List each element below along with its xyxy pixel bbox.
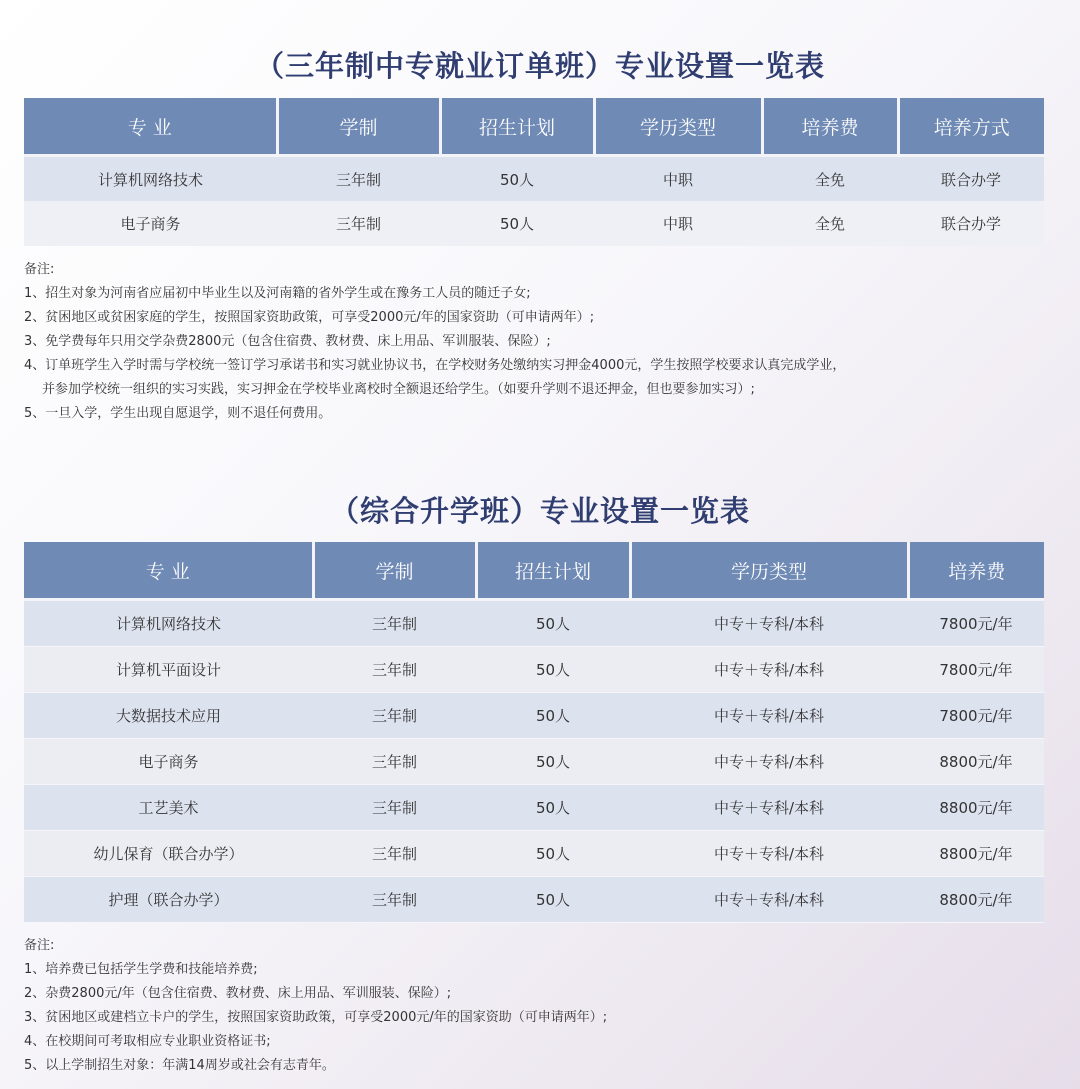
- cell-major: 电子商务: [24, 739, 313, 785]
- cell-degree-type: 中专＋专科/本科: [630, 785, 908, 831]
- cell-enrollment-plan: 50人: [476, 877, 630, 923]
- cell-enrollment-plan: 50人: [476, 739, 630, 785]
- note-item: 3、贫困地区或建档立卡户的学生，按照国家资助政策，可享受2000元/年的国家资助（可申请两年）;: [24, 1010, 608, 1025]
- order-class-table: [24, 98, 1044, 246]
- cell-major: 大数据技术应用: [24, 693, 313, 739]
- note-item: 4、订单班学生入学时需与学校统一签订学习承诺书和实习就业协议书，在学校财务处缴纳实习押金4000元，学生按照学校要求认真完成学业，: [24, 358, 846, 373]
- note-item: 2、杂费2800元/年（包含住宿费、教材费、床上用品、军训服装、保险）;: [24, 986, 452, 1001]
- cell-fee: 全免: [762, 156, 898, 202]
- table-header-row: [24, 542, 1044, 600]
- table-row: [24, 739, 1044, 785]
- cell-degree-type: 中专＋专科/本科: [630, 831, 908, 877]
- cell-duration: 三年制: [313, 831, 476, 877]
- cell-major: 工艺美术: [24, 785, 313, 831]
- order-class-notes: [24, 258, 1054, 426]
- note-item-continued: 并参加学校统一组织的实习实践，实习押金在学校毕业离校时全额退还给学生。（如要升学则不退还押金，但也要参加实习）;: [42, 382, 755, 397]
- cell-degree-type: 中专＋专科/本科: [630, 647, 908, 693]
- cell-enrollment-plan: 50人: [476, 785, 630, 831]
- cell-major: 计算机平面设计: [24, 647, 313, 693]
- cell-duration: 三年制: [277, 156, 440, 202]
- cell-enrollment-plan: 50人: [476, 647, 630, 693]
- cell-duration: 三年制: [277, 201, 440, 246]
- cell-degree-type: 中专＋专科/本科: [630, 693, 908, 739]
- notes-heading: 备注:: [24, 262, 55, 277]
- cell-fee: 8800元/年: [908, 877, 1044, 923]
- table-header-row: [24, 98, 1044, 156]
- table-row: [24, 647, 1044, 693]
- cell-major: 计算机网络技术: [24, 156, 277, 202]
- cell-degree-type: 中专＋专科/本科: [630, 739, 908, 785]
- table-row: [24, 693, 1044, 739]
- comprehensive-class-table: [24, 542, 1044, 923]
- header-training-mode: 培养方式: [898, 98, 1044, 156]
- cell-degree-type: 中专＋专科/本科: [630, 877, 908, 923]
- header-enrollment-plan: 招生计划: [440, 98, 594, 156]
- cell-duration: 三年制: [313, 647, 476, 693]
- note-item: 1、培养费已包括学生学费和技能培养费;: [24, 962, 258, 977]
- table-row: [24, 877, 1044, 923]
- cell-major: 幼儿保育（联合办学）: [24, 831, 313, 877]
- cell-fee: 7800元/年: [908, 600, 1044, 647]
- header-duration: 学制: [277, 98, 440, 156]
- header-degree-type: 学历类型: [630, 542, 908, 600]
- cell-fee: 8800元/年: [908, 739, 1044, 785]
- table-row: [24, 785, 1044, 831]
- cell-fee: 8800元/年: [908, 831, 1044, 877]
- cell-training-mode: 联合办学: [898, 156, 1044, 202]
- note-item: 4、在校期间可考取相应专业职业资格证书;: [24, 1034, 271, 1049]
- note-item: 1、招生对象为河南省应届初中毕业生以及河南籍的省外学生或在豫务工人员的随迁子女;: [24, 286, 531, 301]
- header-degree-type: 学历类型: [594, 98, 762, 156]
- table-row: [24, 201, 1044, 246]
- cell-duration: 三年制: [313, 785, 476, 831]
- cell-duration: 三年制: [313, 600, 476, 647]
- cell-duration: 三年制: [313, 877, 476, 923]
- cell-major: 计算机网络技术: [24, 600, 313, 647]
- table-row: [24, 831, 1044, 877]
- cell-enrollment-plan: 50人: [440, 156, 594, 202]
- cell-duration: 三年制: [313, 739, 476, 785]
- cell-fee: 全免: [762, 201, 898, 246]
- note-item: 5、一旦入学，学生出现自愿退学，则不退任何费用。: [24, 406, 332, 421]
- cell-major: 电子商务: [24, 201, 277, 246]
- cell-duration: 三年制: [313, 693, 476, 739]
- header-major: 专 业: [24, 542, 313, 600]
- table-row: [24, 600, 1044, 647]
- cell-enrollment-plan: 50人: [440, 201, 594, 246]
- header-major: 专 业: [24, 98, 277, 156]
- cell-degree-type: 中专＋专科/本科: [630, 600, 908, 647]
- header-enrollment-plan: 招生计划: [476, 542, 630, 600]
- cell-training-mode: 联合办学: [898, 201, 1044, 246]
- cell-enrollment-plan: 50人: [476, 600, 630, 647]
- cell-fee: 8800元/年: [908, 785, 1044, 831]
- cell-degree-type: 中职: [594, 201, 762, 246]
- table-row: [24, 156, 1044, 202]
- note-item: 2、贫困地区或贫困家庭的学生，按照国家资助政策，可享受2000元/年的国家资助（可申请两年）;: [24, 310, 595, 325]
- header-fee: 培养费: [762, 98, 898, 156]
- cell-enrollment-plan: 50人: [476, 831, 630, 877]
- header-fee: 培养费: [908, 542, 1044, 600]
- cell-major: 护理（联合办学）: [24, 877, 313, 923]
- cell-degree-type: 中职: [594, 156, 762, 202]
- note-item: 5、以上学制招生对象：年满14周岁或社会有志青年。: [24, 1058, 335, 1073]
- cell-fee: 7800元/年: [908, 647, 1044, 693]
- note-item: 3、免学费每年只用交学杂费2800元（包含住宿费、教材费、床上用品、军训服装、保险）;: [24, 334, 551, 349]
- cell-fee: 7800元/年: [908, 693, 1044, 739]
- notes-heading: 备注:: [24, 938, 55, 953]
- comprehensive-class-table-title: （综合升学班）专业设置一览表: [329, 494, 750, 528]
- header-duration: 学制: [313, 542, 476, 600]
- cell-enrollment-plan: 50人: [476, 693, 630, 739]
- order-class-table-title: （三年制中专就业订单班）专业设置一览表: [254, 49, 825, 83]
- comprehensive-class-notes: [24, 934, 1054, 1078]
